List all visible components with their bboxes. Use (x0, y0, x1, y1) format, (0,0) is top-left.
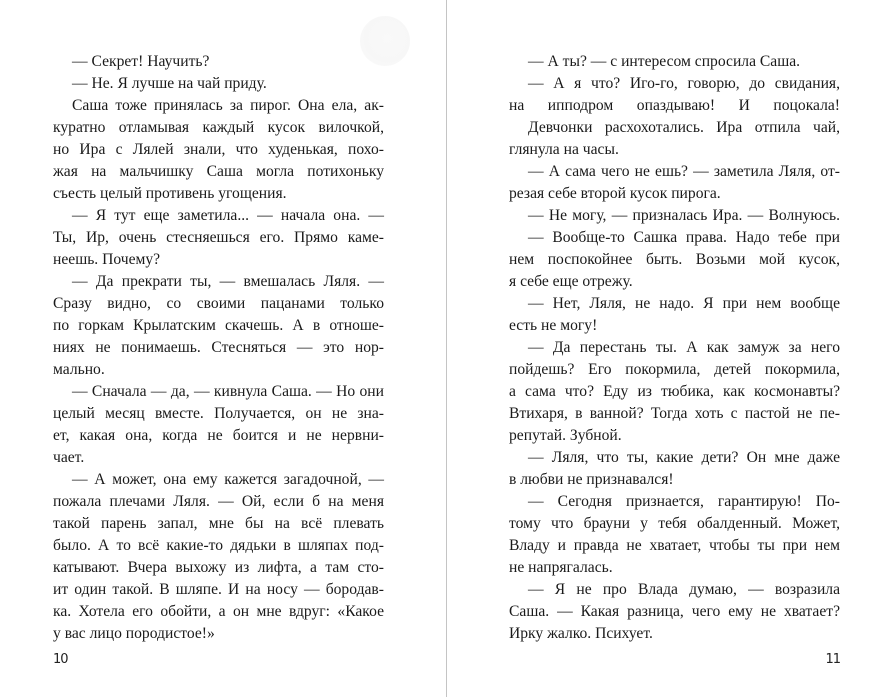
text-line: такой парень запал, мне бы на всё плевать (53, 515, 384, 532)
text-line: но Ира с Лялей знали, что худенькая, похо- (53, 141, 384, 158)
text-line: у вас лицо породистое!» (53, 625, 215, 642)
text-line: не напрягалась. (509, 559, 613, 576)
text-line: мально. (53, 361, 105, 378)
text-line: куратно отламывая каждый кусок вилочкой, (53, 119, 384, 136)
text-line: — Не могу, — призналась Ира. — Волнуюсь. (528, 207, 840, 224)
page-number-right: 11 (825, 652, 840, 667)
text-line: резая себе второй кусок пирога. (509, 185, 721, 202)
text-line: чает. (53, 449, 85, 466)
text-line: жая на мальчишку Саша могла потихоньку (53, 163, 384, 180)
text-line: в любви не признавался! (509, 471, 674, 488)
text-line: на ипподром опаздываю! И поцокала! (509, 97, 840, 114)
text-line: а сама что? Еду из тюбика, как космонавты? (509, 383, 840, 400)
text-line: Ирку жалко. Психует. (509, 625, 653, 642)
text-line: Саша тоже принялась за пирог. Она ела, ак- (72, 97, 384, 114)
text-line: репутай. Зубной. (509, 427, 622, 444)
text-line: я себе еще отрежу. (509, 273, 633, 290)
text-line: катывают. Вчера выхожу из лифта, а там сто- (53, 559, 384, 576)
text-line: — Секрет! Научить? (72, 53, 210, 70)
text-line: есть не могу! (509, 317, 598, 334)
text-line: — Вообще-то Сашка права. Надо тебе при (528, 229, 840, 246)
text-line: — А ты? — с интересом спросила Саша. (528, 53, 801, 70)
right-page-text (509, 51, 840, 645)
text-line: было. А то всё какие-то дядьки в шляпах под- (53, 537, 384, 554)
text-line: — Сначала — да, — кивнула Саша. — Но они (72, 383, 384, 400)
text-line: целый месяц вместе. Получается, он не зна- (53, 405, 384, 422)
text-line: — Ляля, что ты, какие дети? Он мне даже (528, 449, 840, 466)
text-line: — Не. Я лучше на чай приду. (72, 75, 267, 92)
text-line: — Я не про Влада думаю, — возразила (528, 581, 840, 598)
text-line: съесть целый противень угощения. (53, 185, 287, 202)
text-line: Сразу видно, со своими пацанами только (53, 295, 384, 312)
page-number-left: 10 (53, 652, 68, 667)
text-line: — Да прекрати ты, — вмешалась Ляля. — (72, 273, 384, 290)
text-line: Ты, Ир, очень стесняешься его. Прямо каме- (53, 229, 384, 246)
text-line: ит один такой. В шляпе. И на носу — бородав- (53, 581, 384, 598)
text-line: — А может, она ему кажется загадочной, — (72, 471, 384, 488)
text-line: неешь. Почему? (53, 251, 161, 268)
text-line: — Я тут еще заметила... — начала она. — (72, 207, 384, 224)
text-line: Втихаря, в ванной? Тогда хоть с пастой не пе- (509, 405, 840, 422)
text-line: — Сегодня признается, гарантирую! По- (528, 493, 840, 510)
right-page (447, 0, 895, 697)
text-line: — А я что? Иго-го, говорю, до свидания, (528, 75, 840, 92)
text-line: — Да перестань ты. А как замуж за него (528, 339, 840, 356)
text-line: — А сама чего не ешь? — заметила Ляля, от- (528, 163, 840, 180)
text-line: Владу и правда не хватает, чтобы ты при нем (509, 537, 840, 554)
text-line: ниях не понимаешь. Стесняться — это нор- (53, 339, 384, 356)
left-page-text (53, 51, 384, 645)
text-line: Саша. — Какая разница, чего ему не хватает? (509, 603, 840, 620)
text-line: — Нет, Ляля, не надо. Я при нем вообще (528, 295, 840, 312)
text-line: ет, какая она, когда не боится и не нервни- (53, 427, 384, 444)
text-line: по горкам Крылатским скачешь. А в отноше- (53, 317, 384, 334)
text-line: пожала плечами Ляля. — Ой, если б на меня (53, 493, 384, 510)
left-page (0, 0, 446, 697)
text-line: Девчонки расхохотались. Ира отпила чай, (528, 119, 840, 136)
text-line: глянула на часы. (509, 141, 619, 158)
text-line: ка. Хотела его обойти, а он мне вдруг: «Какое (53, 603, 384, 620)
text-line: тому что брауни у тебя обалденный. Может, (509, 515, 840, 532)
text-line: нем поспокойнее быть. Возьми мой кусок, (509, 251, 840, 268)
text-line: пойдешь? Его покормила, детей покормила, (509, 361, 840, 378)
